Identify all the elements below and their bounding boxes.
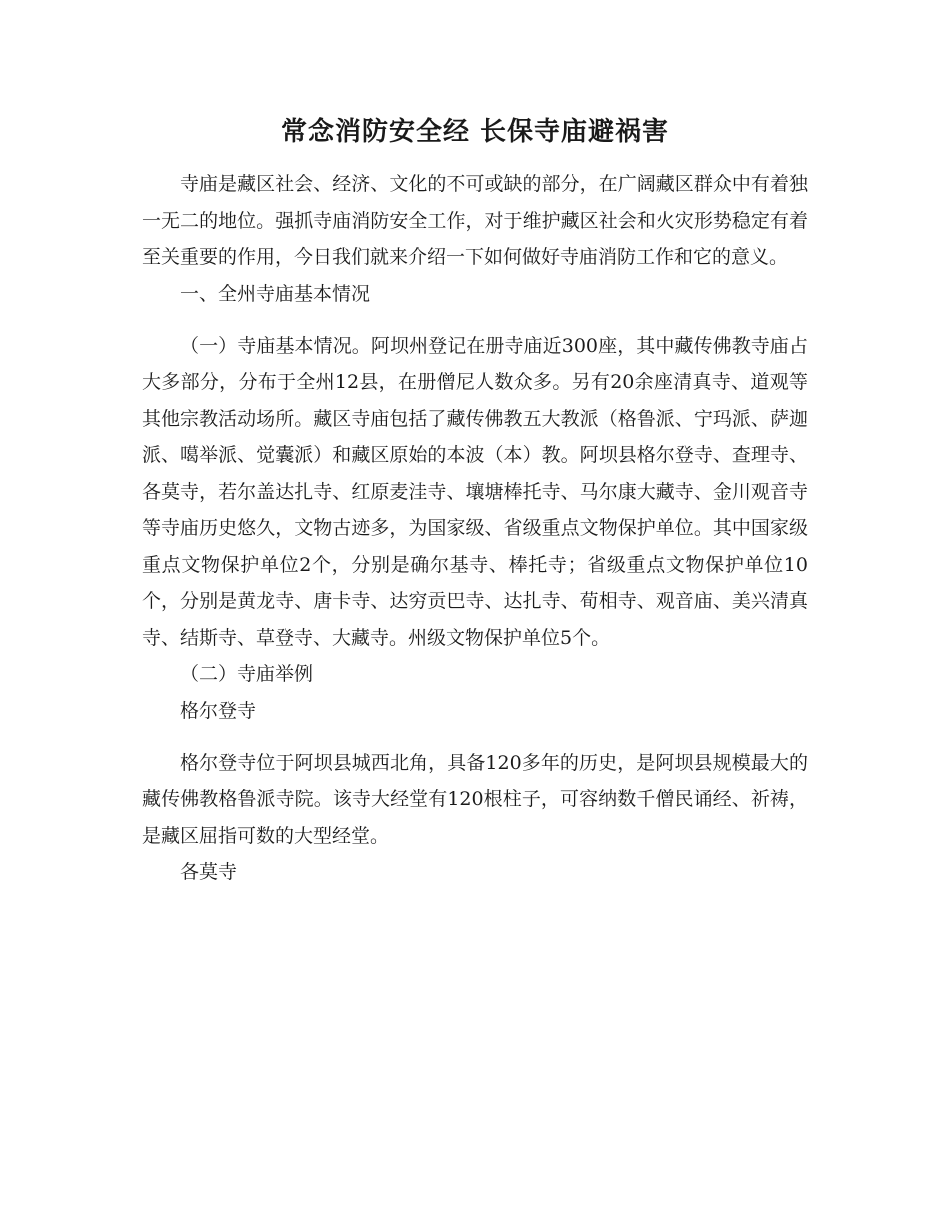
temple-name-1: 格尔登寺	[180, 699, 257, 722]
document-body	[142, 166, 808, 891]
section-heading-1: 一、全州寺庙基本情况	[180, 282, 371, 305]
section-heading-1-2: （二）寺庙举例	[180, 663, 314, 685]
intro-paragraph: 寺庙是藏区社会、经济、文化的不可或缺的部分，在广阔藏区群众中有着独一无二的地位。强抓寺庙消防安全工作，对于维护藏区社会和火灾形势稳定有着至关重要的作用，今日我们就来介绍一下如何做好寺庙消防工作和它的意义。	[142, 173, 808, 268]
temple-description-1: 格尔登寺位于阿坝县城西北角，具备120多年的历史，是阿坝县规模最大的藏传佛教格鲁派寺院。该寺大经堂有120根柱子，可容纳数千僧民诵经、祈祷，是藏区屈指可数的大型经堂。	[142, 751, 808, 847]
section-1-1-paragraph: （一）寺庙基本情况。阿坝州登记在册寺庙近300座，其中藏传佛教寺庙占大多部分，分布于全州12县，在册僧尼人数众多。另有20余座清真寺、道观等其他宗教活动场所。藏区寺庙包括了藏传佛教五大教派（格鲁派、宁玛派、萨迦派、噶举派、觉囊派）和藏区原始的本波（本）教。阿坝县格尔登寺、查理寺、各莫寺，若尔盖达扎寺、红原麦洼寺、壤塘棒托寺、马尔康大藏寺、金川观音寺等寺庙历史悠久，文物古迹多，为国家级、省级重点文物保护单位。其中国家级重点文物保护单位2个，分别是确尔基寺、棒托寺；省级重点文物保护单位10个，分别是黄龙寺、唐卡寺、达穷贡巴寺、达扎寺、荀相寺、观音庙、美兴清真寺、结斯寺、草登寺、大藏寺。州级文物保护单位5个。	[142, 334, 808, 649]
document-title: 常念消防安全经 长保寺庙避祸害	[280, 117, 670, 147]
temple-name-2: 各莫寺	[180, 861, 238, 883]
